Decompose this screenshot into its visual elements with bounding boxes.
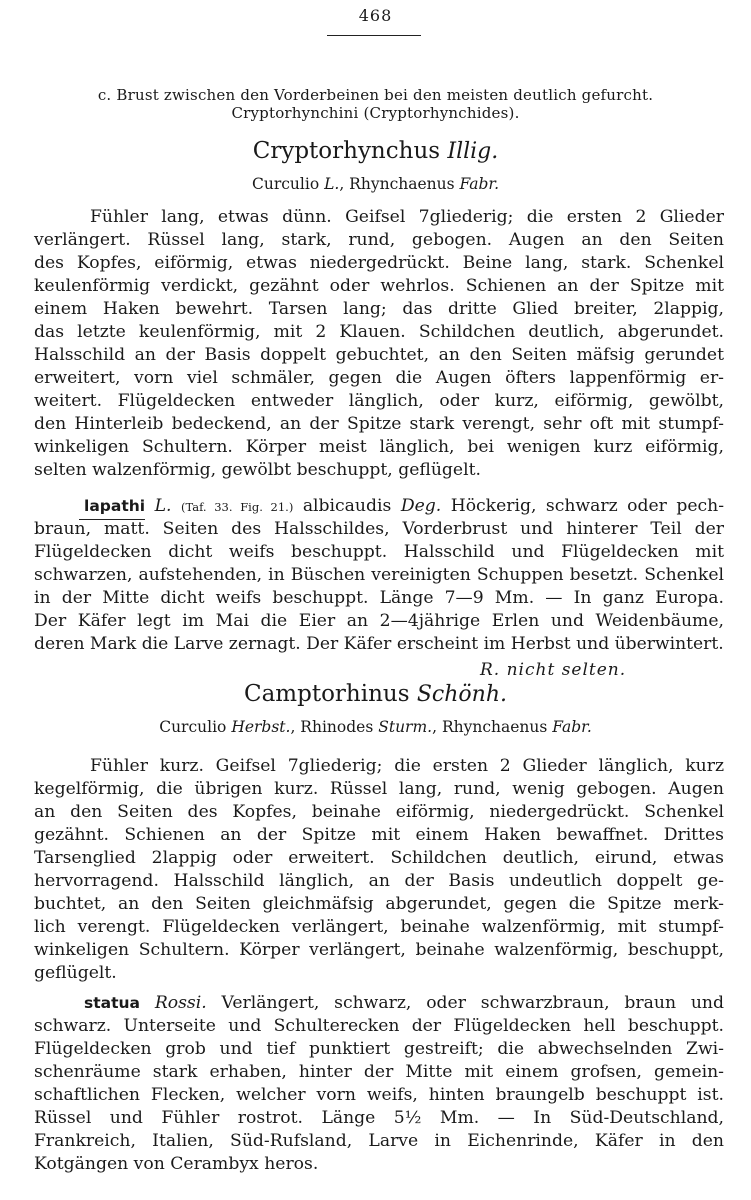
- synonym-text: Curculio: [251, 175, 320, 193]
- species-description-line: schwarz. Unterseite und Schulterecken der Flügeldecken hell beschuppt.: [34, 1016, 724, 1036]
- genus-description-line: winkeligen Schultern. Körper meist länglich, bei wenigen kurz eiförmig,: [34, 437, 724, 457]
- genus-description-line: keulenförmig verdickt, gezähnt oder wehrlos. Schienen an der Spitze mit: [34, 276, 724, 296]
- species-description-line: Flügeldecken dicht weifs beschuppt. Halsschild und Flügeldecken mit: [34, 542, 724, 562]
- species-author: Rossi.: [154, 993, 207, 1013]
- species-entry-first-line: [84, 496, 724, 519]
- genus-description-line: den Hinterleib bedeckend, an der Spitze stark verengt, sehr oft mit stumpf-: [34, 414, 724, 434]
- genus-description-line: des Kopfes, eiförmig, etwas niedergedrückt. Beine lang, stark. Schenkel: [34, 253, 724, 273]
- genus-description-line: Tarsenglied 2lappig oder erweitert. Schildchen deutlich, eirund, etwas: [34, 848, 724, 868]
- genus-description-line: lich verengt. Flügeldecken verlängert, beinahe walzenförmig, mit stumpf-: [34, 917, 724, 937]
- genus-synonyms: [0, 175, 751, 193]
- section-heading-line-2: Cryptorhynchini (Cryptorhynchides).: [231, 104, 520, 122]
- synonym-author: Herbst.: [231, 718, 291, 736]
- genus-description-line: verlängert. Rüssel lang, stark, rund, gebogen. Augen an den Seiten: [34, 230, 724, 250]
- synonym-author: L.: [324, 175, 340, 193]
- species-entry-first-line: [84, 993, 724, 1015]
- genus-author: Illig.: [447, 139, 499, 164]
- species-synonym: albicaudis: [302, 496, 392, 516]
- genus-description-line: geflügelt.: [34, 963, 117, 983]
- page-number-rule: [327, 35, 421, 36]
- genus-description-line: Fühler lang, etwas dünn. Geifsel 7gliederig; die ersten 2 Glieder: [90, 207, 724, 227]
- species-description-line: Der Käfer legt im Mai die Eier an 2—4jährige Erlen und Weidenbäume,: [34, 611, 724, 631]
- genus-synonyms: [0, 718, 751, 736]
- species-description-line: Frankreich, Italien, Süd-Rufsland, Larve in Eichenrinde, Käfer in den: [34, 1131, 724, 1151]
- species-author: L.: [154, 496, 172, 516]
- genus-description-line: kegelförmig, die übrigen kurz. Rüssel lang, rund, wenig gebogen. Augen: [34, 779, 724, 799]
- species-description-line: Flügeldecken grob und tief punktiert gestreift; die abwechselnden Zwi-: [34, 1039, 724, 1059]
- species-description-start: Höckerig, schwarz oder pech-: [450, 496, 725, 516]
- genus-description-line: selten walzenförmig, gewölbt beschuppt, geflügelt.: [34, 460, 481, 480]
- species-synonym-author: Deg.: [400, 496, 442, 516]
- genus-description-line: buchtet, an den Seiten gleichmäfsig abgerundet, gegen die Spitze merk-: [34, 894, 724, 914]
- species-description-line: deren Mark die Larve zernagt. Der Käfer erscheint im Herbst und überwintert.: [34, 634, 724, 654]
- synonym-text: , Rhynchaenus: [339, 175, 455, 193]
- synonym-text: , Rhinodes: [290, 718, 374, 736]
- genus-heading-camptorhinus: [0, 681, 751, 707]
- genus-description-line: einem Haken bewehrt. Tarsen lang; das dritte Glied breiter, 2lappig,: [34, 299, 724, 319]
- species-description-line: in der Mitte dicht weifs beschuppt. Länge 7—9 Mm. — In ganz Europa.: [34, 588, 724, 608]
- synonym-author: Fabr.: [552, 718, 592, 736]
- species-description-line: schenräume stark erhaben, hinter der Mitte mit einem grofsen, gemein-: [34, 1062, 724, 1082]
- genus-author: Schönh.: [416, 682, 507, 707]
- species-description-line: Rüssel und Fühler rostrot. Länge 5½ Mm. — In Süd-Deutschland,: [34, 1108, 724, 1128]
- genus-description-line: weitert. Flügeldecken entweder länglich, oder kurz, eiförmig, gewölbt,: [34, 391, 724, 411]
- species-description-line: schaftlichen Flecken, welcher vorn weifs, hinten braungelb beschuppt ist.: [34, 1085, 724, 1105]
- genus-description-line: gezähnt. Schienen an der Spitze mit einem Haken bewaffnet. Drittes: [34, 825, 724, 845]
- synonym-author: Fabr.: [459, 175, 500, 193]
- species-description-line: braun, matt. Seiten des Halsschildes, Vorderbrust und hinterer Teil der: [34, 519, 724, 539]
- genus-description-line: winkeligen Schultern. Körper verlängert, beinahe walzenförmig, beschuppt,: [34, 940, 724, 960]
- genus-name: Camptorhinus: [244, 681, 410, 707]
- genus-heading-cryptorhynchus: [0, 138, 751, 164]
- genus-description-line: das letzte keulenförmig, mit 2 Klauen. Schildchen deutlich, abgerundet.: [34, 322, 724, 342]
- page-number: 468: [358, 6, 393, 25]
- synonym-text: , Rhynchaenus: [432, 718, 548, 736]
- genus-description-line: hervorragend. Halsschild länglich, an der Basis undeutlich doppelt ge-: [34, 871, 724, 891]
- species-description-line: Kotgängen von Cerambyx heros.: [34, 1154, 319, 1174]
- genus-description-line: an den Seiten des Kopfes, beinahe eiförmig, niedergedrückt. Schenkel: [34, 802, 724, 822]
- species-description-line: schwarzen, aufstehenden, in Büschen vereinigten Schuppen besetzt. Schenkel: [34, 565, 724, 585]
- genus-description-line: erweitert, vorn viel schmäler, gegen die Augen öfters lappenförmig er-: [34, 368, 724, 388]
- genus-name: Cryptorhynchus: [252, 138, 441, 164]
- species-description-start: Verlängert, schwarz, oder schwarzbraun, braun und: [221, 993, 724, 1013]
- genus-description-line: Halsschild an der Basis doppelt gebuchtet, an den Seiten mäfsig gerundet: [34, 345, 724, 365]
- handwritten-annotation: R. nicht selten.: [480, 660, 627, 680]
- species-name: statua: [84, 994, 140, 1012]
- species-name: lapathi: [84, 497, 146, 515]
- genus-description-line: Fühler kurz. Geifsel 7gliederig; die ersten 2 Glieder länglich, kurz: [90, 756, 724, 776]
- section-heading-line-1: c. Brust zwischen den Vorderbeinen bei den meisten deutlich gefurcht.: [97, 86, 654, 104]
- plate-reference: (Taf. 33. Fig. 21.): [180, 500, 294, 514]
- synonym-author: Sturm.: [378, 718, 433, 736]
- synonym-text: Curculio: [159, 718, 227, 736]
